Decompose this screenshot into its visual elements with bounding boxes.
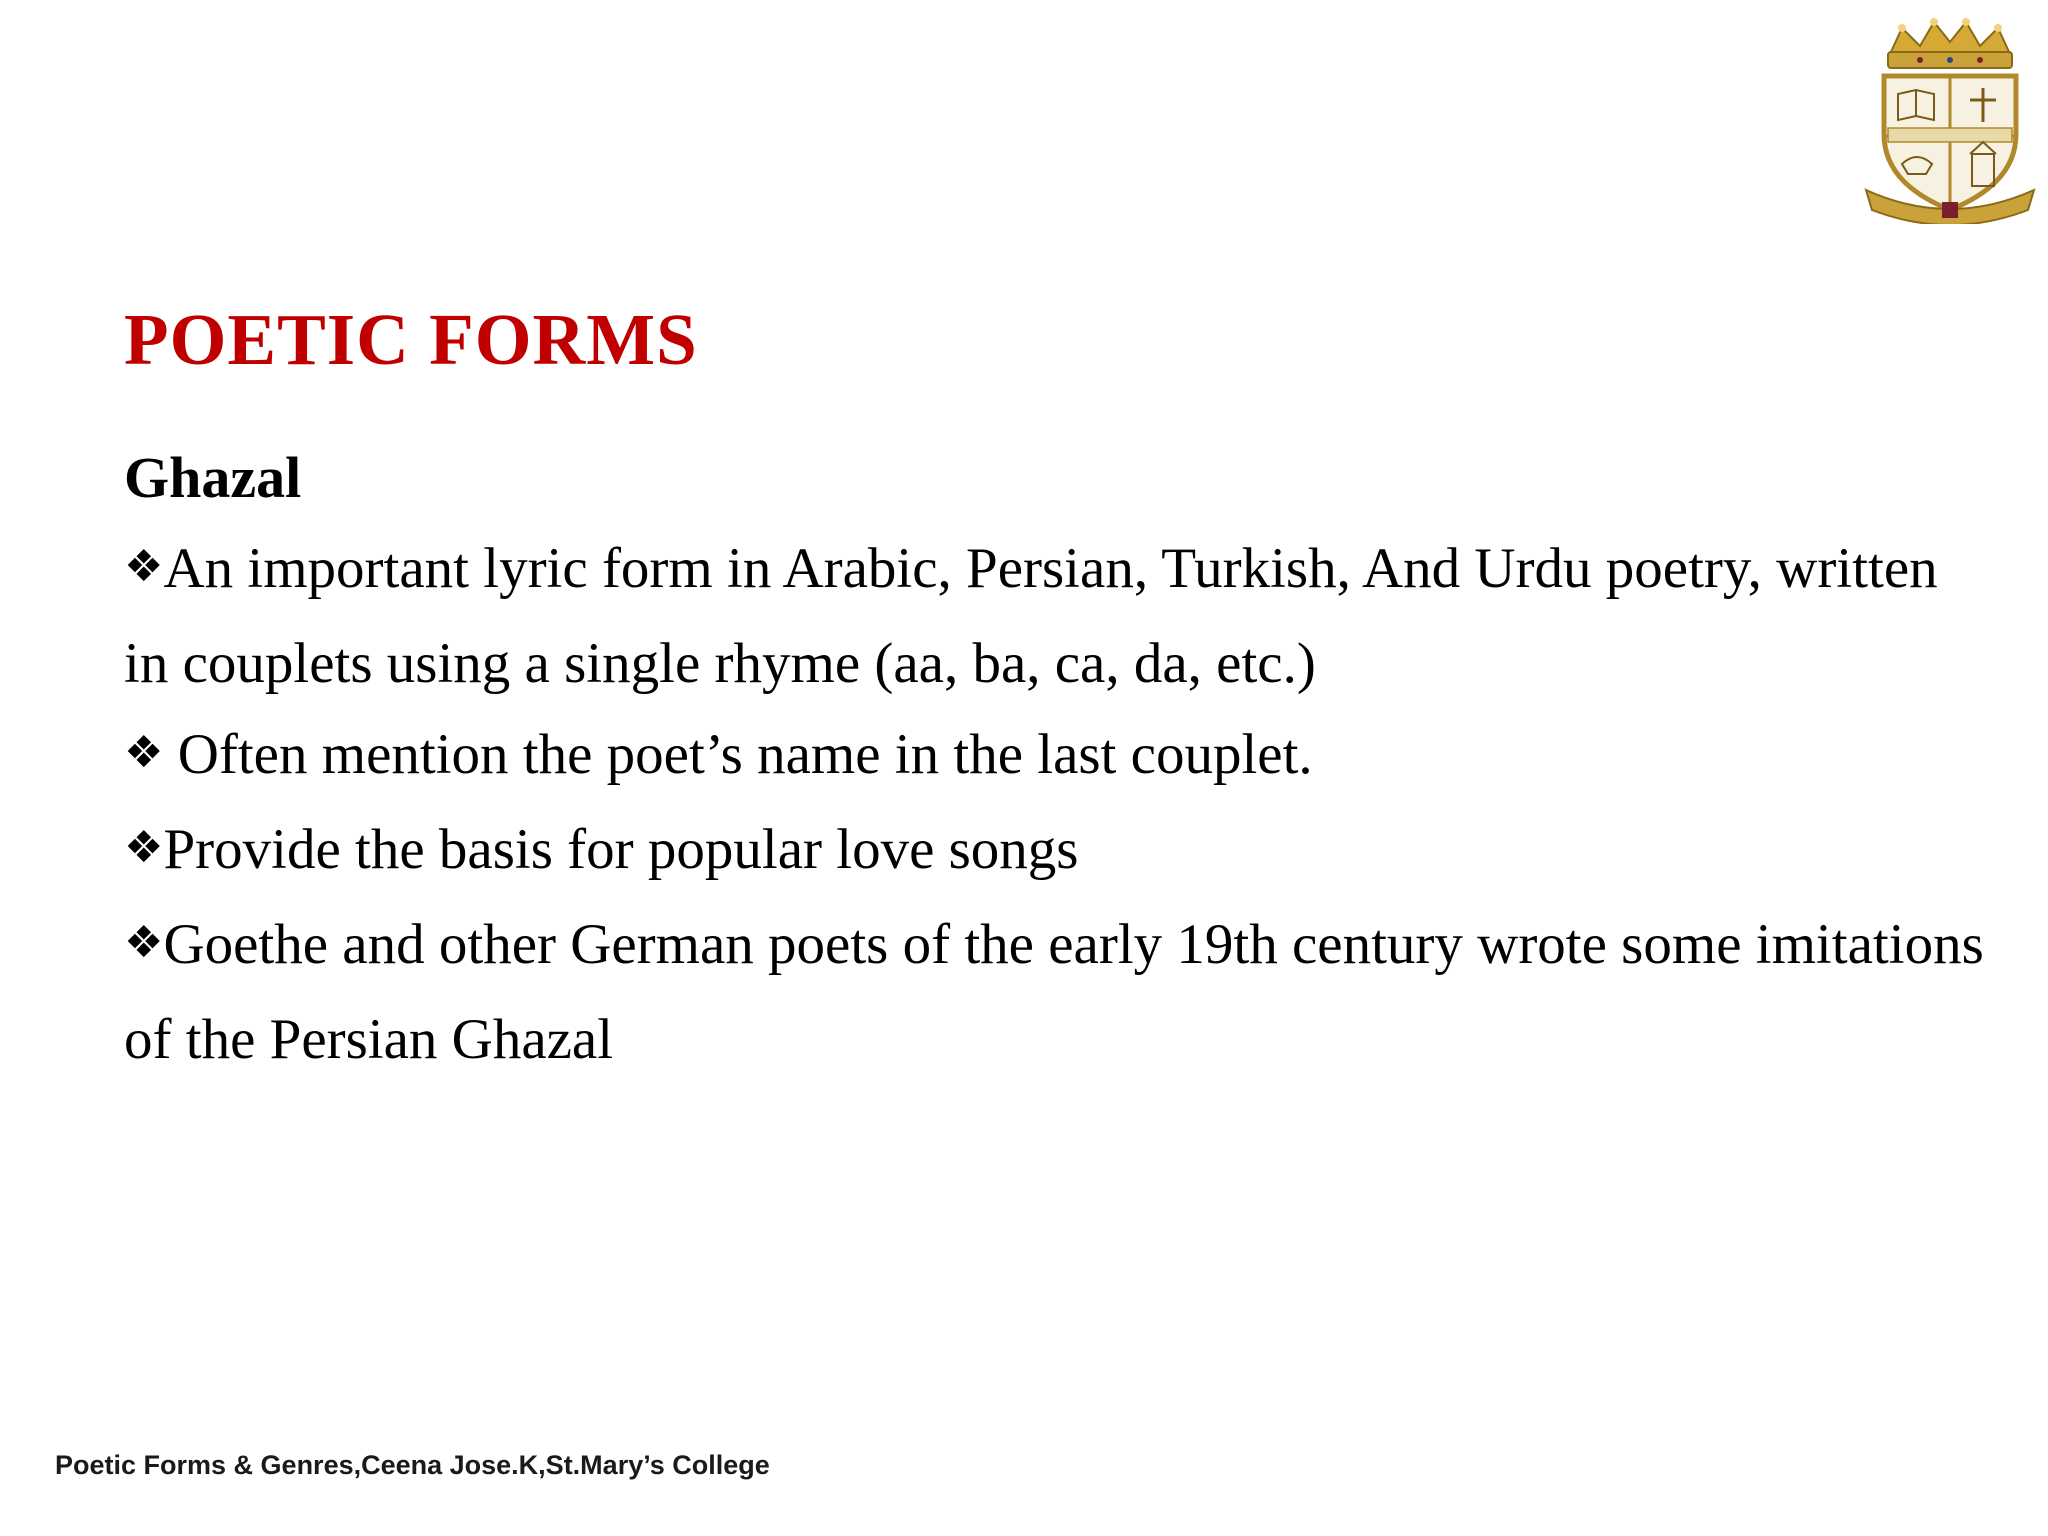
diamond-bullet-icon: ❖ [124,822,164,873]
bullet-text: Provide the basis for popular love songs [163,818,1079,881]
bullet-item [124,899,1984,1085]
diamond-bullet-icon: ❖ [124,727,164,778]
college-crest-icon [1862,14,2038,224]
bullet-text: An important lyric form in Arabic, Persian, Turkish, And Urdu poetry, written in couplets using a single rhyme (aa, ba, ca, da, etc.) [124,537,1938,695]
bullet-text: Goethe and other German poets of the early 19th century wrote some imitations of the Persian Ghazal [124,913,1984,1071]
diamond-bullet-icon: ❖ [124,917,164,968]
bullet-item [124,523,1984,709]
bullet-item [124,804,1984,899]
slide-title: POETIC FORMS [124,299,698,380]
shield-icon [1884,76,2016,210]
crown-icon [1888,18,2012,68]
subheading-ghazal: Ghazal [124,445,302,510]
slide-content [124,432,1984,1085]
bullet-text: Often mention the poet’s name in the last couplet. [163,723,1313,786]
diamond-bullet-icon: ❖ [124,541,164,592]
slide-footer: Poetic Forms & Genres,Ceena Jose.K,St.Mary’s College [55,1450,770,1480]
bullet-item [124,709,1984,804]
